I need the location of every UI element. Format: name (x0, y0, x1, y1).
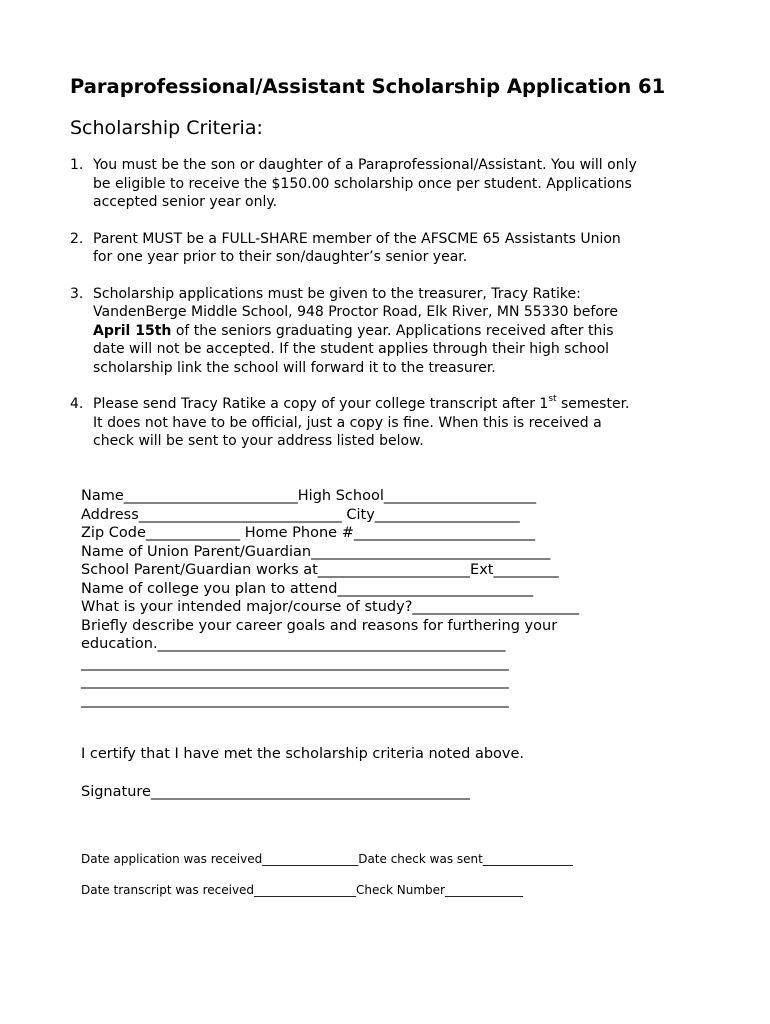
criteria-number: 1. (70, 157, 84, 173)
superscript: st (548, 394, 557, 405)
criteria-item-1 (70, 156, 710, 212)
career-goals-line[interactable]: ___________________________________________________________ (81, 691, 509, 708)
criteria-text: for one year prior to their son/daughter’s senior year. (93, 249, 468, 265)
college-field[interactable]: Name of college you plan to attend___________________________ (81, 580, 534, 597)
criteria-text: Scholarship applications must be given to the treasurer, Tracy Ratike: (93, 285, 581, 302)
section-heading: Scholarship Criteria: (70, 117, 263, 139)
criteria-text: scholarship link the school will forward it to the treasurer. (93, 359, 496, 376)
application-form (81, 487, 681, 709)
zip-phone-field[interactable]: Zip Code_____________ Home Phone #_________________________ (81, 525, 536, 541)
criteria-number: 2. (70, 230, 84, 247)
major-field[interactable]: What is your intended major/course of study?_______________________ (81, 599, 580, 615)
criteria-number: 4. (70, 396, 84, 412)
page-title: Paraprofessional/Assistant Scholarship Application 61 (70, 75, 666, 98)
certification-statement: I certify that I have met the scholarship criteria noted above. (81, 746, 525, 762)
deadline-date: April 15th (93, 322, 172, 339)
criteria-item-2 (70, 230, 710, 267)
career-goals-line[interactable]: ___________________________________________________________ (81, 673, 509, 689)
criteria-item-4 (70, 395, 710, 451)
criteria-text: accepted senior year only. (93, 194, 278, 210)
signature-field[interactable]: Signature____________________________________________ (81, 784, 470, 800)
criteria-text: You must be the son or daughter of a Paraprofessional/Assistant. You will only (93, 157, 637, 173)
career-goals-label: Briefly describe your career goals and reasons for furthering your (81, 617, 558, 634)
career-goals-line[interactable]: ___________________________________________________________ (81, 654, 509, 671)
criteria-number: 3. (70, 285, 84, 302)
criteria-text: Please send Tracy Ratike a copy of your college transcript after 1 (93, 396, 549, 412)
criteria-text: of the seniors graduating year. Applications received after this (171, 322, 614, 339)
criteria-text: date will not be accepted. If the student applies through their high school (93, 341, 610, 357)
criteria-text: It does not have to be official, just a copy is fine. When this is received a (93, 414, 602, 431)
criteria-list (70, 156, 710, 469)
criteria-text: be eligible to receive the $150.00 scholarship once per student. Applications (93, 175, 632, 192)
criteria-text: check will be sent to your address listed below. (93, 433, 424, 449)
parent-workplace-field[interactable]: School Parent/Guardian works at_____________________Ext_________ (81, 562, 559, 578)
office-use-line-2[interactable]: Date transcript was received_________________Check Number_____________ (81, 883, 523, 897)
criteria-text: Parent MUST be a FULL-SHARE member of the AFSCME 65 Assistants Union (93, 230, 621, 247)
office-use-line-1[interactable]: Date application was received________________Date check was sent_______________ (81, 852, 573, 866)
criteria-text: VandenBerge Middle School, 948 Proctor Road, Elk River, MN 55330 before (93, 304, 618, 320)
name-highschool-field[interactable]: Name________________________High School_____________________ (81, 488, 537, 504)
criteria-item-3 (70, 285, 710, 378)
career-goals-field[interactable]: education.________________________________________________ (81, 636, 506, 652)
criteria-text: semester. (556, 396, 630, 412)
address-city-field[interactable]: Address____________________________ City____________________ (81, 506, 520, 523)
union-parent-field[interactable]: Name of Union Parent/Guardian_________________________________ (81, 543, 551, 560)
